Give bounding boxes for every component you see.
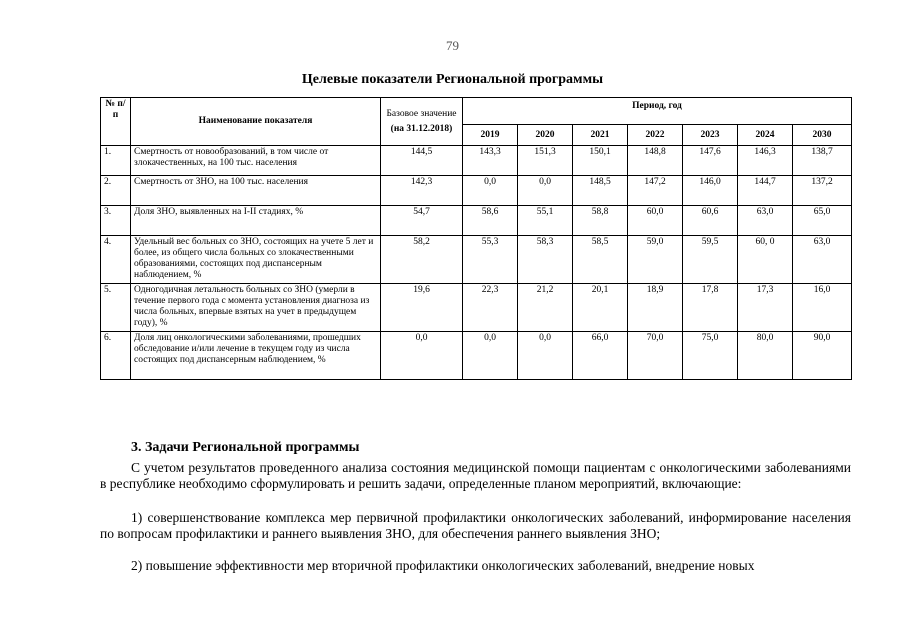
row-name: Доля ЗНО, выявленных на I-II стадиях, % xyxy=(131,206,381,236)
row-value: 58,5 xyxy=(573,236,628,284)
row-value: 60, 0 xyxy=(738,236,793,284)
header-year: 2024 xyxy=(738,125,793,146)
row-value: 138,7 xyxy=(793,146,852,176)
row-value: 137,2 xyxy=(793,176,852,206)
row-value: 147,2 xyxy=(628,176,683,206)
row-name: Доля лиц онкологическими заболеваниями, прошедших обследование и/или лечение в текущем году из числа состоящих под диспансерным наблюдением, % xyxy=(131,332,381,380)
header-year: 2021 xyxy=(573,125,628,146)
row-value: 66,0 xyxy=(573,332,628,380)
row-value: 58,3 xyxy=(518,236,573,284)
table-row xyxy=(101,206,852,236)
row-base: 144,5 xyxy=(381,146,463,176)
header-base-line1: Базовое значение xyxy=(386,108,457,119)
header-year: 2022 xyxy=(628,125,683,146)
header-year: 2020 xyxy=(518,125,573,146)
row-name: Одногодичная летальность больных со ЗНО (умерли в течение первого года с момента установления диагноза из числа больных, впервые взятых на учет в предыдущем году), % xyxy=(131,284,381,332)
header-period: Период, год xyxy=(463,98,852,125)
row-value: 70,0 xyxy=(628,332,683,380)
page-number: 79 xyxy=(446,38,459,53)
row-value: 63,0 xyxy=(793,236,852,284)
row-value: 55,1 xyxy=(518,206,573,236)
row-value: 0,0 xyxy=(463,176,518,206)
table-row xyxy=(101,284,852,332)
row-value: 0,0 xyxy=(518,176,573,206)
table-row xyxy=(101,146,852,176)
header-base-value xyxy=(381,98,463,146)
row-name: Смертность от ЗНО, на 100 тыс. населения xyxy=(131,176,381,206)
row-value: 146,3 xyxy=(738,146,793,176)
row-num: 5. xyxy=(101,284,131,332)
row-value: 65,0 xyxy=(793,206,852,236)
header-name: Наименование показателя xyxy=(131,98,381,146)
header-num: № п/п xyxy=(101,98,131,146)
table-row xyxy=(101,176,852,206)
row-num: 3. xyxy=(101,206,131,236)
row-num: 2. xyxy=(101,176,131,206)
row-value: 58,6 xyxy=(463,206,518,236)
table-row xyxy=(101,332,852,380)
header-year: 2019 xyxy=(463,125,518,146)
row-num: 4. xyxy=(101,236,131,284)
row-base: 0,0 xyxy=(381,332,463,380)
row-value: 151,3 xyxy=(518,146,573,176)
row-value: 16,0 xyxy=(793,284,852,332)
row-name: Удельный вес больных со ЗНО, состоящих на учете 5 лет и более, из общего числа больных со злокачественными образованиями, состоящих под диспансерным наблюдением, % xyxy=(131,236,381,284)
row-value: 17,8 xyxy=(683,284,738,332)
row-base: 19,6 xyxy=(381,284,463,332)
section-heading: 3. Задачи Региональной программы xyxy=(131,440,360,455)
row-value: 90,0 xyxy=(793,332,852,380)
row-value: 63,0 xyxy=(738,206,793,236)
row-value: 143,3 xyxy=(463,146,518,176)
header-year: 2023 xyxy=(683,125,738,146)
row-value: 59,0 xyxy=(628,236,683,284)
row-value: 0,0 xyxy=(518,332,573,380)
row-value: 147,6 xyxy=(683,146,738,176)
row-value: 59,5 xyxy=(683,236,738,284)
paragraph: 2) повышение эффективности мер вторичной профилактики онкологических заболеваний, внедрение новых xyxy=(131,558,755,573)
header-base-line2: (на 31.12.2018) xyxy=(390,123,453,134)
row-value: 0,0 xyxy=(463,332,518,380)
row-value: 55,3 xyxy=(463,236,518,284)
row-name: Смертность от новообразований, в том числе от злокачественных, на 100 тыс. населения xyxy=(131,146,381,176)
target-indicators-table xyxy=(100,97,852,380)
row-value: 80,0 xyxy=(738,332,793,380)
table-row xyxy=(101,236,852,284)
row-value: 60,0 xyxy=(628,206,683,236)
row-base: 58,2 xyxy=(381,236,463,284)
row-num: 6. xyxy=(101,332,131,380)
row-num: 1. xyxy=(101,146,131,176)
row-value: 148,5 xyxy=(573,176,628,206)
row-value: 20,1 xyxy=(573,284,628,332)
paragraph: С учетом результатов проведенного анализа состояния медицинской помощи пациентам с онкологическими заболеваниями в республике необходимо сформулировать и решить задачи, определенные планом мероприятий, включающие: xyxy=(100,460,851,491)
paragraph: 1) совершенствование комплекса мер первичной профилактики онкологических заболеваний, информирование населения по вопросам профилактики и раннего выявления ЗНО, для обеспечения раннего выявления ЗНО; xyxy=(100,510,851,541)
row-value: 144,7 xyxy=(738,176,793,206)
row-value: 148,8 xyxy=(628,146,683,176)
row-value: 18,9 xyxy=(628,284,683,332)
document-title: Целевые показатели Региональной программы xyxy=(301,72,604,87)
row-value: 22,3 xyxy=(463,284,518,332)
row-value: 150,1 xyxy=(573,146,628,176)
table-header-row xyxy=(101,98,852,125)
row-value: 75,0 xyxy=(683,332,738,380)
row-base: 54,7 xyxy=(381,206,463,236)
row-value: 60,6 xyxy=(683,206,738,236)
row-value: 146,0 xyxy=(683,176,738,206)
header-year: 2030 xyxy=(793,125,852,146)
row-value: 58,8 xyxy=(573,206,628,236)
row-base: 142,3 xyxy=(381,176,463,206)
row-value: 21,2 xyxy=(518,284,573,332)
row-value: 17,3 xyxy=(738,284,793,332)
